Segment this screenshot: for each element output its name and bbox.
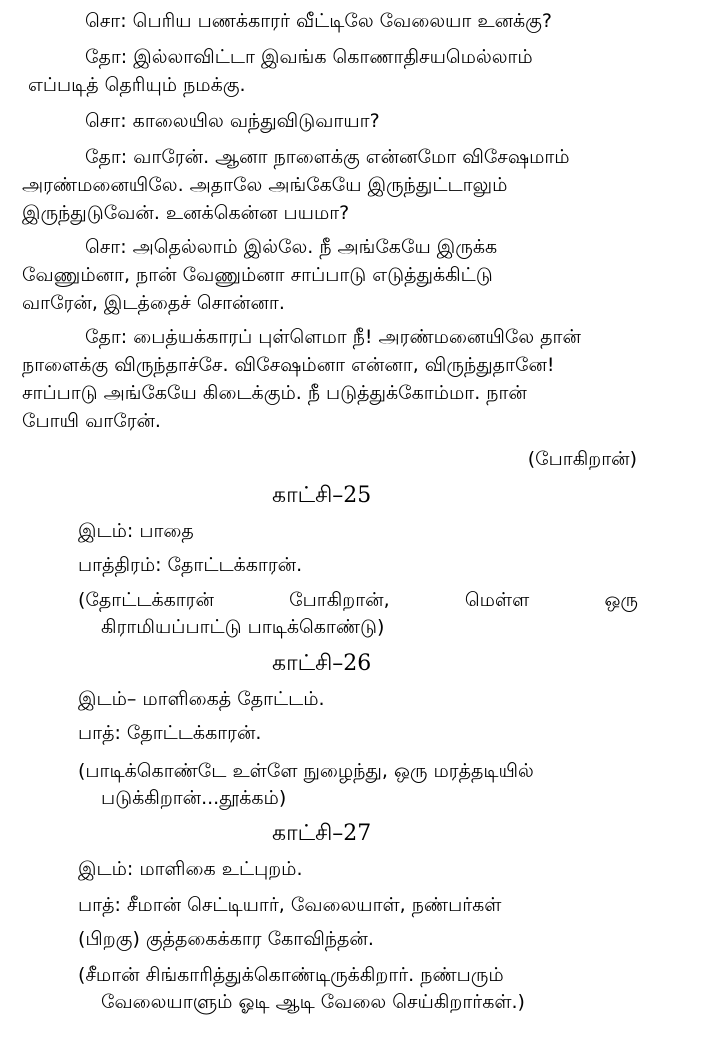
dialogue-line: சொ: பெரிய பணக்காரர் வீட்டிலே வேலையா உனக்கு? (85, 10, 553, 32)
stage-direction-line: (பாடிக்கொண்டே உள்ளே நுழைந்து, ஒரு மரத்தடியில் (78, 760, 534, 782)
scene-heading: காட்சி–27 (272, 821, 372, 846)
scene-place: இடம்: மாளிகை உட்புறம். (78, 858, 303, 880)
stage-direction-line: (சீமான் சிங்காரித்துக்கொண்டிருக்கிறார். நண்பரும் (78, 964, 504, 986)
dialogue-line: வேணும்னா, நான் வேணும்னா சாப்பாடு எடுத்துக்கிட்டு (22, 264, 493, 286)
dialogue-line: சொ: காலையில வந்துவிடுவாயா? (85, 110, 380, 132)
scene-characters: பாத்திரம்: தோட்டக்காரன். (78, 554, 303, 576)
stage-direction-word: ஒரு (604, 589, 638, 611)
dialogue-line: இருந்துடுவேன். உனக்கென்ன பயமா? (22, 202, 350, 224)
stage-direction-line: படுக்கிறான்...தூக்கம்) (101, 787, 287, 809)
dialogue-line: வாரேன், இடத்தைச் சொன்னா. (22, 292, 285, 314)
dialogue-line: தோ: வாரேன். ஆனா நாளைக்கு என்னமோ விசேஷமாம் (85, 146, 570, 168)
scene-place: இடம்: பாதை (78, 520, 194, 542)
scene-characters-continued: (பிறகு) குத்தகைக்கார கோவிந்தன். (78, 928, 374, 950)
dialogue-line: எப்படித் தெரியும் நமக்கு. (28, 74, 246, 96)
stage-direction-line: கிராமியப்பாட்டு பாடிக்கொண்டு) (101, 616, 385, 638)
dialogue-line: தோ: இல்லாவிட்டா இவங்க கொணாதிசயமெல்லாம் (85, 46, 533, 68)
stage-direction-word: மெள்ள (464, 589, 530, 611)
dialogue-line: போயி வாரேன். (22, 410, 161, 432)
dialogue-line: சொ: அதெல்லாம் இல்லே. நீ அங்கேயே இருக்க (85, 236, 498, 258)
stage-direction-word: (தோட்டக்காரன் (78, 589, 214, 611)
stage-direction-word: போகிறான், (289, 589, 390, 611)
dialogue-line: அரண்மனையிலே. அதாலே அங்கேயே இருந்துட்டாலும் (22, 174, 508, 196)
dialogue-line: நாளைக்கு விருந்தாச்சே. விசேஷம்னா என்னா, விருந்துதானே! (22, 354, 555, 376)
scene-heading: காட்சி–25 (272, 483, 372, 508)
scene-heading: காட்சி–26 (272, 651, 372, 676)
scene-characters: பாத்: தோட்டக்காரன். (78, 722, 262, 744)
scene-place: இடம்– மாளிகைத் தோட்டம். (78, 688, 325, 710)
dialogue-line: சாப்பாடு அங்கேயே கிடைக்கும். நீ படுத்துக்கோம்மா. நான் (22, 382, 527, 404)
dialogue-line: தோ: பைத்யக்காரப் புள்ளெமா நீ! அரண்மனையிலே தான் (85, 326, 581, 348)
stage-exit-note: (போகிறான்) (527, 448, 637, 470)
stage-direction-line (78, 587, 638, 613)
stage-direction-line: வேலையாளும் ஓடி ஆடி வேலை செய்கிறார்கள்.) (101, 991, 525, 1013)
scene-characters: பாத்: சீமான் செட்டியார், வேலையாள், நண்பர்கள் (78, 894, 502, 916)
